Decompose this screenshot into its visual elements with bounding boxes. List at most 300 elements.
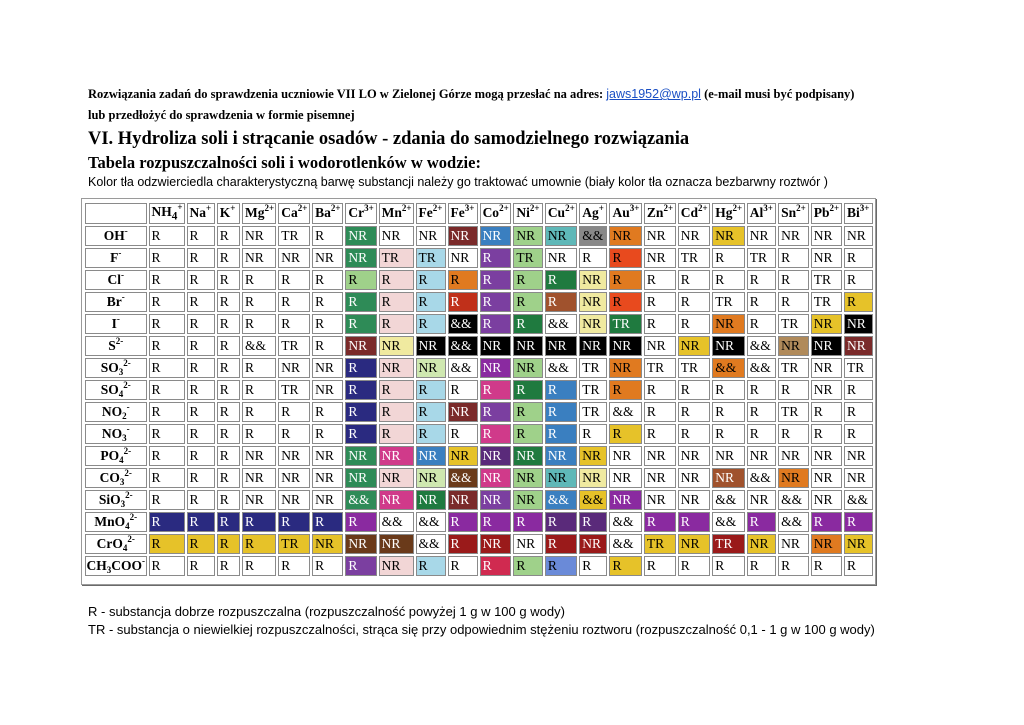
table-cell: R	[448, 270, 478, 290]
table-cell: R	[217, 490, 240, 510]
table-cell: NR	[811, 248, 842, 268]
table-cell: NR	[345, 446, 376, 466]
table-cell: NR	[844, 446, 873, 466]
table-cell: NR	[480, 490, 512, 510]
table-cell: TR	[811, 292, 842, 312]
table-cell: TR	[579, 358, 607, 378]
table-cell: R	[811, 512, 842, 532]
table-cell: R	[747, 556, 776, 576]
table-cell: NR	[379, 336, 414, 356]
table-row	[85, 380, 873, 400]
table-cell: R	[379, 380, 414, 400]
table-cell: R	[278, 556, 310, 576]
anion-header: $S^{2-}$	[85, 336, 147, 356]
table-cell: NR	[242, 490, 276, 510]
table-cell: R	[345, 358, 376, 378]
table-cell: TR	[712, 292, 744, 312]
table-cell: NR	[278, 490, 310, 510]
table-cell: &&	[448, 468, 478, 488]
table-cell: TR	[278, 336, 310, 356]
table-cell: NR	[778, 534, 809, 554]
table-cell: R	[678, 512, 710, 532]
table-cell: R	[480, 270, 512, 290]
table-cell: R	[149, 446, 185, 466]
table-cell: &&	[579, 226, 607, 246]
cation-header-k: K+	[217, 203, 240, 224]
table-cell: NR	[416, 490, 446, 510]
table-cell: NR	[778, 468, 809, 488]
table-row	[85, 468, 873, 488]
table-cell: R	[217, 380, 240, 400]
table-cell: NR	[644, 226, 676, 246]
table-cell: &&	[609, 512, 641, 532]
table-cell: R	[187, 314, 215, 334]
table-cell: R	[312, 270, 343, 290]
table-cell: NR	[345, 468, 376, 488]
table-cell: R	[312, 314, 343, 334]
anion-header: I-	[85, 314, 147, 334]
anion-header: $PO_4^{2-}$	[85, 446, 147, 466]
table-cell: R	[345, 292, 376, 312]
table-cell: TR	[278, 380, 310, 400]
table-cell: R	[345, 314, 376, 334]
table-cell: &&	[545, 490, 577, 510]
table-cell: R	[747, 512, 776, 532]
table-cell: NR	[448, 402, 478, 422]
table-cell: TR	[609, 314, 641, 334]
table-row	[85, 336, 873, 356]
legend-tr: TR - substancja o niewielkiej rozpuszczalności, strąca się przy odpowiednim stężeniu roztworu (rozpuszczalność 0,1 - 1 g w 100 g wody)	[88, 622, 875, 637]
table-cell: R	[242, 292, 276, 312]
table-cell: NR	[609, 358, 641, 378]
table-cell: R	[678, 402, 710, 422]
table-cell: R	[448, 512, 478, 532]
table-cell: NR	[778, 336, 809, 356]
table-cell: R	[712, 380, 744, 400]
table-cell: NR	[242, 248, 276, 268]
table-row	[85, 402, 873, 422]
table-cell: R	[448, 380, 478, 400]
table-cell: &&	[242, 336, 276, 356]
table-cell: NR	[545, 248, 577, 268]
cation-header-cu2: $Cu^{2+}$	[545, 203, 577, 224]
table-cell: R	[712, 424, 744, 444]
anion-header: $CO_3^{2-}$	[85, 468, 147, 488]
section-title: VI. Hydroliza soli i strącanie osadów - zdania do samodzielnego rozwiązania	[88, 129, 690, 149]
table-cell: R	[149, 380, 185, 400]
table-cell: NR	[579, 292, 607, 312]
table-cell: NR	[312, 380, 343, 400]
table-cell: R	[242, 424, 276, 444]
cation-header-ca2: $Ca^{2+}$	[278, 203, 310, 224]
table-cell: &&	[448, 336, 478, 356]
table-cell: R	[217, 292, 240, 312]
table-cell: R	[217, 226, 240, 246]
table-cell: NR	[379, 468, 414, 488]
table-cell: NR	[811, 446, 842, 466]
table-cell: R	[545, 556, 577, 576]
table-cell: NR	[242, 446, 276, 466]
cation-header-cd2: $Cd^{2+}$	[678, 203, 710, 224]
table-cell: NR	[811, 314, 842, 334]
table-cell: TR	[379, 248, 414, 268]
table-cell: R	[149, 358, 185, 378]
submission-text: Rozwiązania zadań do sprawdzenia uczniowie VII LO w Zielonej Górze mogą przesłać na adres:	[88, 87, 607, 101]
cation-header-fe3: $Fe^{3+}$	[448, 203, 478, 224]
table-cell: &&	[778, 512, 809, 532]
anion-header: $SO_4^{2-}$	[85, 380, 147, 400]
table-cell: R	[747, 402, 776, 422]
table-cell: NR	[312, 490, 343, 510]
table-cell: NR	[513, 490, 542, 510]
table-cell: R	[242, 402, 276, 422]
table-cell: NR	[644, 248, 676, 268]
table-cell: NR	[579, 270, 607, 290]
table-cell: NR	[844, 534, 873, 554]
table-cell: R	[678, 314, 710, 334]
table-cell: NR	[545, 446, 577, 466]
submission-note	[88, 84, 988, 105]
table-cell: &&	[345, 490, 376, 510]
table-cell: R	[187, 292, 215, 312]
table-cell: R	[747, 424, 776, 444]
table-cell: R	[187, 226, 215, 246]
table-cell: R	[345, 512, 376, 532]
table-cell: R	[312, 336, 343, 356]
table-cell: R	[217, 248, 240, 268]
table-cell: R	[579, 424, 607, 444]
table-cell: TR	[644, 358, 676, 378]
table-cell: R	[416, 556, 446, 576]
table-cell: R	[217, 446, 240, 466]
table-cell: NR	[609, 490, 641, 510]
table-cell: NR	[545, 226, 577, 246]
table-cell: NR	[448, 248, 478, 268]
table-cell: R	[480, 248, 512, 268]
table-cell: R	[416, 424, 446, 444]
table-cell: R	[345, 402, 376, 422]
table-cell: R	[187, 358, 215, 378]
table-cell: NR	[609, 336, 641, 356]
table-cell: R	[513, 270, 542, 290]
table-cell: R	[480, 512, 512, 532]
table-cell: R	[278, 512, 310, 532]
document-header	[88, 84, 988, 190]
cation-header-row	[85, 203, 873, 224]
table-cell: NR	[579, 468, 607, 488]
table-cell: R	[844, 402, 873, 422]
table-cell: R	[379, 314, 414, 334]
table-cell: NR	[480, 226, 512, 246]
submission-note-2: lub przedłożyć do sprawdzenia w formie pisemnej	[88, 108, 355, 122]
table-cell: NR	[811, 226, 842, 246]
table-cell: R	[811, 402, 842, 422]
cation-header-na: Na+	[187, 203, 215, 224]
table-cell: R	[480, 556, 512, 576]
table-cell: NR	[312, 534, 343, 554]
table-cell: R	[187, 270, 215, 290]
table-cell: R	[644, 402, 676, 422]
cation-header-co2: $Co^{2+}$	[480, 203, 512, 224]
table-cell: R	[513, 424, 542, 444]
table-cell: NR	[416, 226, 446, 246]
table-cell: R	[242, 380, 276, 400]
table-cell: R	[312, 424, 343, 444]
table-cell: R	[811, 556, 842, 576]
table-cell: NR	[416, 446, 446, 466]
table-cell: NR	[712, 226, 744, 246]
anion-header: OH-	[85, 226, 147, 246]
table-cell: TR	[678, 358, 710, 378]
table-cell: R	[480, 292, 512, 312]
table-cell: &&	[545, 314, 577, 334]
cation-header-mn2: $Mn^{2+}$	[379, 203, 414, 224]
table-cell: R	[217, 336, 240, 356]
table-cell: NR	[678, 446, 710, 466]
table-cell: TR	[644, 534, 676, 554]
table-cell: NR	[480, 358, 512, 378]
table-cell: TR	[278, 226, 310, 246]
table-cell: R	[513, 402, 542, 422]
table-cell: R	[242, 556, 276, 576]
table-cell: NR	[448, 446, 478, 466]
anion-header: $NO_2^-$	[85, 402, 147, 422]
table-cell: R	[545, 292, 577, 312]
table-cell: &&	[416, 512, 446, 532]
table-cell: NR	[545, 468, 577, 488]
solubility-table	[83, 201, 875, 578]
table-cell: NR	[448, 226, 478, 246]
table-cell: R	[644, 292, 676, 312]
table-cell: R	[187, 248, 215, 268]
table-cell: NR	[712, 446, 744, 466]
table-cell: NR	[379, 490, 414, 510]
table-cell: &&	[579, 490, 607, 510]
table-cell: R	[811, 424, 842, 444]
table-cell: R	[448, 424, 478, 444]
cation-header-au3: $Au^{3+}$	[609, 203, 641, 224]
table-cell: R	[747, 380, 776, 400]
anion-rows	[85, 226, 873, 576]
table-cell: R	[513, 292, 542, 312]
table-row	[85, 248, 873, 268]
table-cell: NR	[712, 336, 744, 356]
table-cell: R	[609, 380, 641, 400]
cation-header-fe2: $Fe^{2+}$	[416, 203, 446, 224]
table-cell: R	[416, 314, 446, 334]
table-cell: R	[217, 270, 240, 290]
table-cell: R	[844, 270, 873, 290]
table-cell: R	[416, 270, 446, 290]
table-cell: NR	[379, 358, 414, 378]
table-cell: NR	[312, 248, 343, 268]
anion-header: F-	[85, 248, 147, 268]
table-cell: R	[513, 512, 542, 532]
table-cell: NR	[579, 534, 607, 554]
table-cell: R	[545, 534, 577, 554]
table-cell: &&	[609, 402, 641, 422]
anion-header: $CH_3COO^-$	[86, 555, 146, 575]
table-cell: R	[778, 380, 809, 400]
table-cell: R	[778, 248, 809, 268]
table-cell: R	[844, 512, 873, 532]
cation-header-cr3: $Cr^{3+}$	[345, 203, 376, 224]
table-cell: R	[513, 314, 542, 334]
cation-header-bi3: $Bi^{3+}$	[844, 203, 873, 224]
cation-header-nh: $NH_4^+$	[149, 203, 185, 224]
table-cell: R	[217, 556, 240, 576]
table-cell: TR	[778, 314, 809, 334]
table-cell: R	[712, 402, 744, 422]
table-cell: NR	[609, 226, 641, 246]
table-cell: NR	[379, 534, 414, 554]
table-cell: R	[312, 292, 343, 312]
email-link[interactable]: jaws1952@wp.pl	[606, 87, 701, 101]
table-cell: R	[217, 402, 240, 422]
table-cell: R	[278, 292, 310, 312]
table-cell: R	[778, 270, 809, 290]
table-cell: NR	[480, 534, 512, 554]
table-cell: NR	[844, 336, 873, 356]
table-cell: R	[416, 402, 446, 422]
table-cell: R	[480, 380, 512, 400]
table-cell: R	[187, 468, 215, 488]
table-cell: R	[747, 292, 776, 312]
table-cell: R	[149, 424, 185, 444]
table-cell: R	[149, 248, 185, 268]
table-cell: TR	[778, 358, 809, 378]
table-cell: R	[149, 270, 185, 290]
table-cell: R	[513, 556, 542, 576]
anion-header: MnO$_4^{2-}$	[85, 512, 147, 532]
cation-header-sn2: $Sn^{2+}$	[778, 203, 809, 224]
legend	[88, 603, 875, 639]
table-cell: NR	[513, 358, 542, 378]
table-row	[85, 292, 873, 312]
table-cell: NR	[480, 336, 512, 356]
table-cell: R	[416, 292, 446, 312]
table-cell: NR	[312, 446, 343, 466]
table-cell: R	[545, 270, 577, 290]
table-cell: &&	[747, 358, 776, 378]
table-cell: R	[609, 270, 641, 290]
table-cell: &&	[448, 314, 478, 334]
table-cell: NR	[579, 446, 607, 466]
table-row	[85, 226, 873, 246]
table-cell: R	[678, 292, 710, 312]
table-row	[85, 512, 873, 532]
table-cell: NR	[644, 446, 676, 466]
table-cell: TR	[747, 248, 776, 268]
table-cell: &&	[545, 358, 577, 378]
table-cell: R	[609, 248, 641, 268]
table-cell: NR	[678, 534, 710, 554]
table-cell: R	[579, 512, 607, 532]
table-cell: R	[278, 314, 310, 334]
table-cell: R	[678, 556, 710, 576]
table-cell: &&	[448, 358, 478, 378]
table-row	[85, 314, 873, 334]
solubility-table-frame	[81, 198, 876, 585]
table-cell: R	[345, 556, 376, 576]
table-cell: R	[187, 424, 215, 444]
table-cell: R	[379, 270, 414, 290]
table-cell: R	[149, 556, 185, 576]
table-cell: R	[844, 380, 873, 400]
table-cell: NR	[513, 534, 542, 554]
table-cell: NR	[579, 314, 607, 334]
table-cell: R	[712, 556, 744, 576]
table-cell: NR	[778, 226, 809, 246]
table-cell: R	[778, 424, 809, 444]
table-cell: NR	[416, 358, 446, 378]
table-cell: R	[712, 270, 744, 290]
table-cell: NR	[712, 314, 744, 334]
table-cell: NR	[678, 490, 710, 510]
table-cell: R	[345, 270, 376, 290]
table-cell: NR	[609, 446, 641, 466]
table-cell: NR	[811, 358, 842, 378]
table-cell: R	[778, 292, 809, 312]
table-cell: &&	[609, 534, 641, 554]
table-cell: R	[187, 380, 215, 400]
table-cell: NR	[545, 336, 577, 356]
table-cell: &&	[712, 358, 744, 378]
table-cell: NR	[609, 468, 641, 488]
table-cell: R	[345, 424, 376, 444]
cation-header-hg2: $Hg^{2+}$	[712, 203, 744, 224]
table-row	[85, 446, 873, 466]
table-cell: TR	[712, 534, 744, 554]
table-cell: R	[844, 556, 873, 576]
table-cell: NR	[345, 336, 376, 356]
cation-header-zn2: $Zn^{2+}$	[644, 203, 676, 224]
table-cell: NR	[811, 490, 842, 510]
table-cell: R	[844, 424, 873, 444]
table-cell: R	[217, 534, 240, 554]
table-cell: R	[149, 468, 185, 488]
table-cell: R	[609, 424, 641, 444]
table-cell: NR	[480, 446, 512, 466]
table-cell: TR	[278, 534, 310, 554]
table-row	[85, 490, 873, 510]
table-cell: R	[312, 556, 343, 576]
anion-header: SiO$_3^{2-}$	[85, 490, 147, 510]
table-row	[85, 534, 873, 554]
anion-header: Br-	[85, 292, 147, 312]
table-cell: R	[242, 314, 276, 334]
table-cell: R	[217, 424, 240, 444]
table-cell: R	[242, 534, 276, 554]
table-cell: R	[609, 292, 641, 312]
table-cell: NR	[678, 226, 710, 246]
table-cell: &&	[747, 336, 776, 356]
table-cell: TR	[579, 402, 607, 422]
table-row	[85, 424, 873, 444]
table-corner	[85, 203, 147, 224]
table-cell: R	[278, 402, 310, 422]
table-cell: TR	[778, 402, 809, 422]
table-cell: &&	[712, 490, 744, 510]
table-cell: R	[644, 380, 676, 400]
table-cell: NR	[242, 226, 276, 246]
table-cell: R	[187, 556, 215, 576]
table-cell: R	[149, 402, 185, 422]
table-cell: R	[448, 534, 478, 554]
table-cell: R	[278, 424, 310, 444]
table-cell: R	[545, 402, 577, 422]
table-cell: NR	[513, 336, 542, 356]
